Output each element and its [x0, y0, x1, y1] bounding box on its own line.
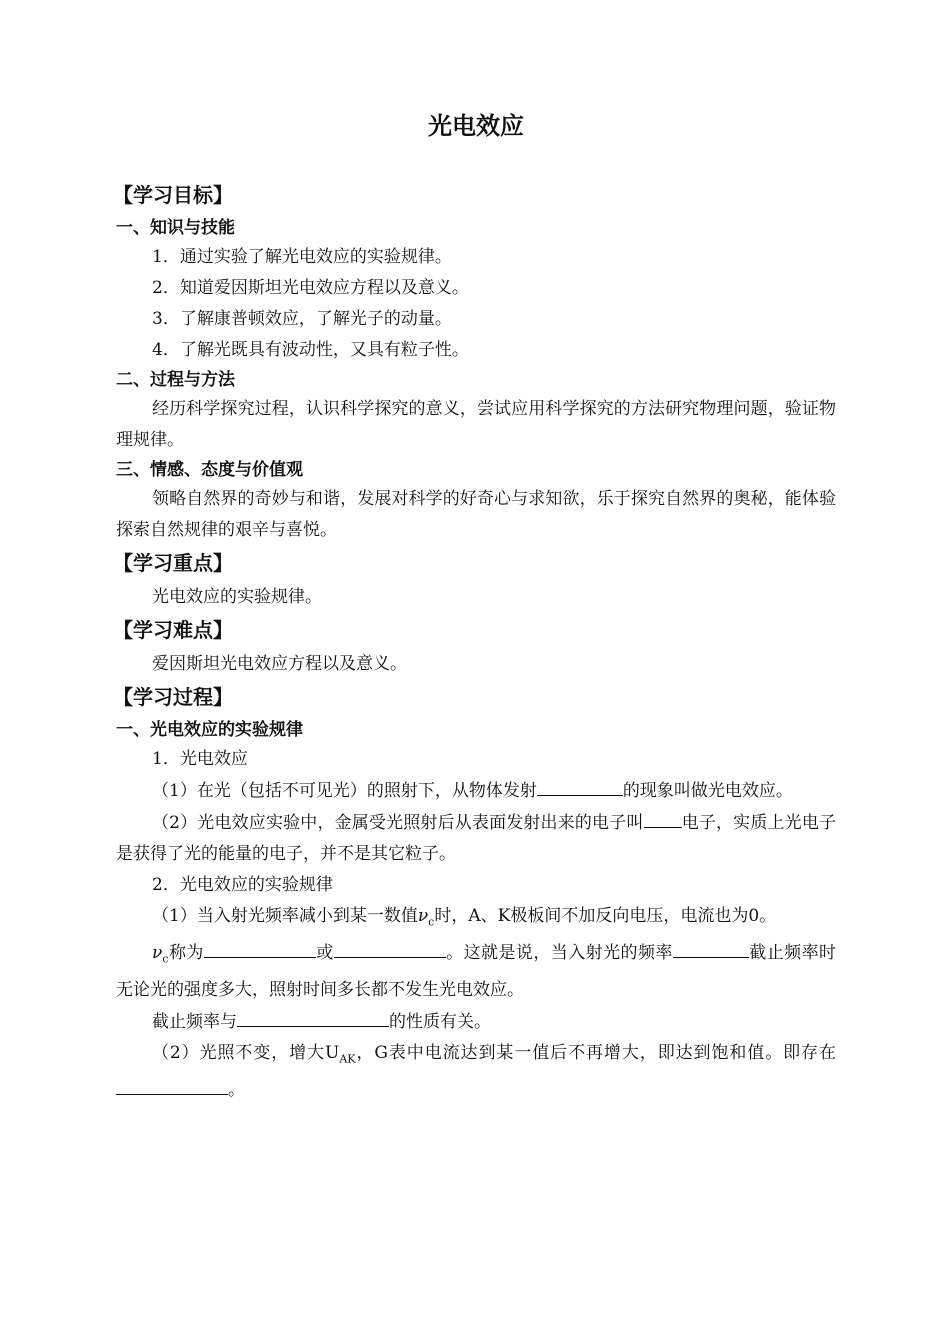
difficult-text: 爱因斯坦光电效应方程以及意义。	[152, 654, 407, 674]
fill-blank[interactable]	[237, 1006, 389, 1027]
section1-heading: 一、光电效应的实验规律	[116, 720, 303, 740]
goals-heading: 【学习目标】	[113, 183, 233, 207]
emotion-text: 领略自然界的奇妙与和谐，发展对科学的好奇心与求知欲，乐于探究自然界的奥秘，能体验探索自然规律的艰辛与喜悦。	[116, 489, 836, 540]
sub2-heading: 2．光电效应的实验规律	[152, 875, 333, 895]
knowledge-item: 4．了解光既具有波动性，又具有粒子性。	[152, 340, 469, 360]
rule-1	[116, 901, 836, 937]
page-title: 光电效应	[428, 112, 524, 140]
nu-symbol: ν	[152, 943, 163, 964]
r3-text-a: 截止频率与	[152, 1011, 237, 1032]
fill-blank[interactable]	[644, 807, 682, 828]
r1-text-b: 时，A、K极板间不加反向电压，电流也为0。	[434, 906, 777, 926]
nu-subscript: c	[428, 915, 435, 929]
fill-blank[interactable]	[673, 937, 749, 958]
fill-blank[interactable]	[537, 775, 623, 796]
process-text: 经历科学探究过程，认识科学探究的意义，尝试应用科学探究的方法研究物理问题，验证物理规律。	[116, 399, 836, 450]
rule-2	[116, 937, 836, 1005]
nu-symbol: ν	[417, 906, 429, 926]
question-2	[116, 807, 836, 870]
knowledge-item: 3．了解康普顿效应，了解光子的动量。	[152, 309, 452, 329]
r1-text-a: （1）当入射光频率减小到某一数值	[152, 906, 418, 926]
difficult-heading: 【学习难点】	[113, 618, 233, 642]
rule-4	[116, 1038, 836, 1106]
nu-subscript: c	[162, 952, 169, 966]
knowledge-item: 2．知道爱因斯坦光电效应方程以及意义。	[152, 278, 469, 298]
r2-or: 或	[315, 943, 334, 964]
document-page	[113, 110, 837, 1106]
r2-text-b: 。这就是说，当入射光的频率	[445, 943, 673, 964]
key-heading: 【学习重点】	[113, 551, 233, 575]
r2-text-a: 称为	[168, 943, 204, 964]
r2-text-c: 截止频率时无论光的强度多大，照射时间多长都不发生光电效应。	[116, 943, 837, 1000]
q1-text-a: （1）在光（包括不可见光）的照射下，从物体发射	[152, 781, 537, 801]
r4-text-c: 。	[228, 1080, 245, 1101]
r4-text-a: （2）光照不变，增大U	[152, 1042, 340, 1063]
key-text: 光电效应的实验规律。	[152, 587, 322, 607]
q2-text-a: （2）光电效应实验中，金属受光照射后从表面发射出来的电子叫	[152, 813, 644, 833]
rule-3	[116, 1006, 836, 1038]
fill-blank[interactable]	[204, 937, 316, 958]
process-heading: 二、过程与方法	[116, 370, 235, 390]
emotion-heading: 三、情感、态度与价值观	[116, 460, 303, 480]
sub1-heading: 1．光电效应	[152, 749, 248, 769]
question-1	[116, 775, 836, 807]
fill-blank[interactable]	[334, 937, 446, 958]
fill-blank[interactable]	[116, 1074, 228, 1095]
knowledge-heading: 一、知识与技能	[116, 218, 235, 238]
q2-text-b: 电子，实质上光电子是获得了光的能量的电子，并不是其它粒子。	[116, 813, 836, 864]
r3-text-b: 的性质有关。	[389, 1011, 491, 1032]
uak-subscript: AK	[339, 1052, 356, 1066]
process2-heading: 【学习过程】	[113, 685, 233, 709]
q1-text-b: 的现象叫做光电效应。	[622, 781, 793, 801]
r4-text-b: ，G表中电流达到某一值后不再增大，即达到饱和值。即存在	[355, 1042, 836, 1063]
knowledge-item: 1．通过实验了解光电效应的实验规律。	[152, 247, 452, 267]
